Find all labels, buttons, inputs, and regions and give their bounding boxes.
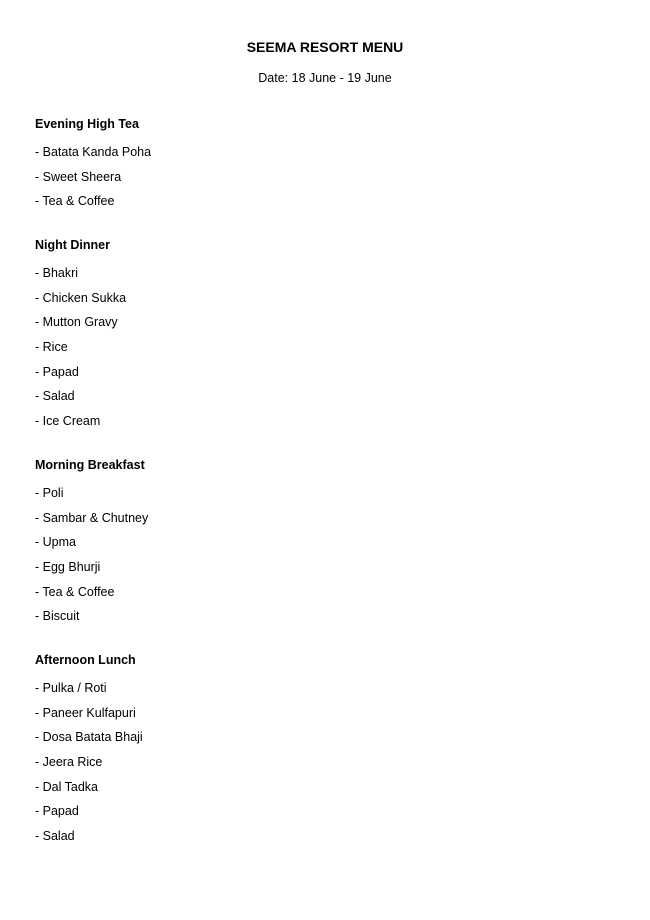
menu-item: - Batata Kanda Poha — [35, 145, 152, 159]
section-afternoon-lunch — [35, 652, 595, 853]
menu-item-list — [35, 680, 595, 853]
menu-item: - Dosa Batata Bhaji — [35, 730, 143, 745]
menu-item: - Pulka / Roti — [35, 681, 107, 695]
menu-item-list — [35, 265, 595, 438]
menu-item: - Bhakri — [35, 266, 79, 280]
menu-item: - Biscuit — [35, 609, 80, 624]
section-heading: Night Dinner — [35, 238, 110, 252]
menu-item: - Egg Bhurji — [35, 560, 101, 575]
menu-item-list — [35, 144, 595, 218]
section-evening-high-tea — [35, 116, 595, 218]
menu-date: Date: 18 June - 19 June — [258, 71, 392, 85]
section-heading: Morning Breakfast — [35, 458, 145, 472]
section-heading: Evening High Tea — [35, 117, 139, 131]
menu-item: - Chicken Sukka — [35, 290, 127, 305]
menu-item: - Upma — [35, 535, 76, 550]
menu-item: - Sweet Sheera — [35, 169, 122, 184]
menu-item: - Jeera Rice — [35, 755, 103, 770]
menu-item: - Salad — [35, 829, 75, 844]
menu-item: - Sambar & Chutney — [35, 510, 149, 525]
menu-item: - Papad — [35, 364, 79, 379]
menu-item: - Mutton Gravy — [35, 315, 118, 330]
menu-item-list — [35, 485, 595, 633]
menu-item: - Tea & Coffee — [35, 584, 115, 599]
section-heading: Afternoon Lunch — [35, 653, 136, 667]
menu-item: - Paneer Kulfapuri — [35, 705, 136, 720]
page-title: SEEMA RESORT MENU — [246, 39, 404, 55]
menu-item: - Papad — [35, 804, 79, 819]
menu-item: - Rice — [35, 340, 68, 355]
section-morning-breakfast — [35, 457, 595, 633]
menu-item: - Dal Tadka — [35, 779, 98, 794]
menu-item: - Tea & Coffee — [35, 194, 115, 209]
menu-item: - Ice Cream — [35, 414, 101, 429]
menu-item: - Salad — [35, 389, 75, 404]
section-night-dinner — [35, 237, 595, 438]
menu-item: - Poli — [35, 486, 64, 500]
